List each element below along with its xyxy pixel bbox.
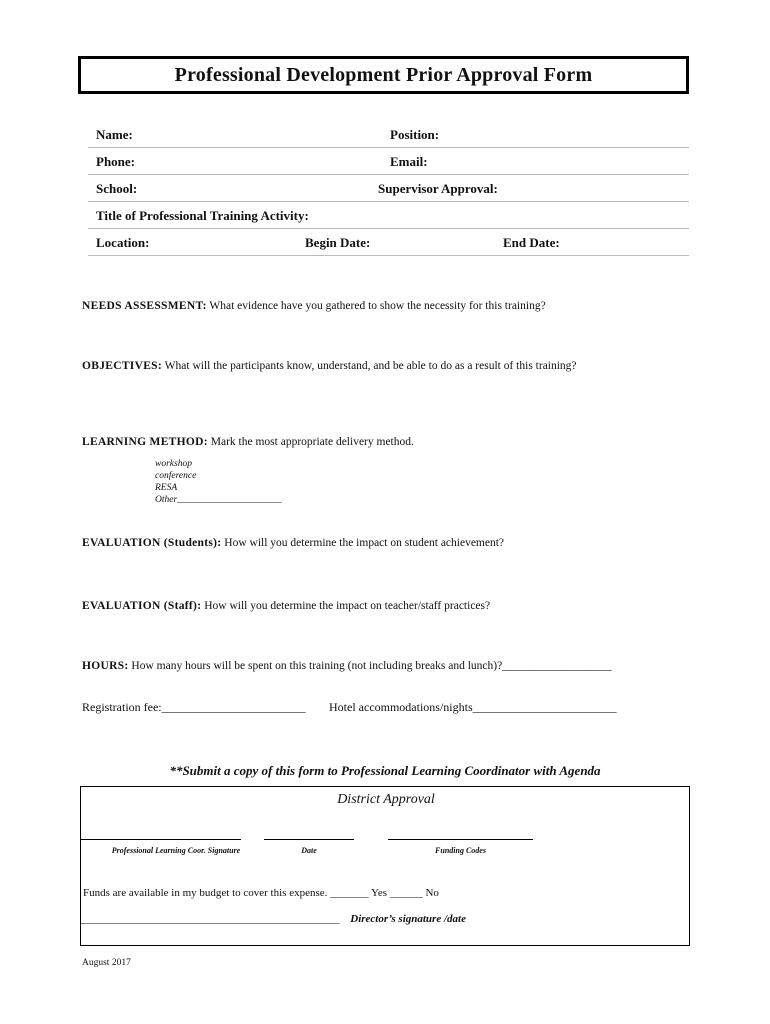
needs-assessment: [82, 300, 546, 312]
learning-method-text: Mark the most appropriate delivery method.: [210, 436, 414, 448]
evaluation-students-text: How will you determine the impact on student achievement?: [224, 537, 505, 549]
submit-note: **Submit a copy of this form to Professional Learning Coordinator with Agenda: [169, 763, 601, 778]
activity-title-field[interactable]: Title of Professional Training Activity:: [96, 208, 309, 223]
funding-codes-line[interactable]: [388, 839, 533, 840]
info-row-location: [88, 229, 689, 256]
signature-label: Professional Learning Coor. Signature: [111, 846, 241, 855]
objectives-label: OBJECTIVES:: [82, 360, 162, 372]
method-option-conference[interactable]: conference: [155, 471, 197, 481]
director-signature-label: Director’s signature /date: [350, 913, 466, 925]
email-field[interactable]: Email:: [390, 154, 428, 169]
evaluation-students-label: EVALUATION (Students):: [82, 537, 222, 549]
funds-available-text[interactable]: Funds are available in my budget to cover this expense. _______ Yes ______ No: [83, 887, 439, 899]
hours-text[interactable]: How many hours will be spent on this training (not including breaks and lunch)?___________________: [131, 660, 612, 672]
learning-method: [82, 436, 414, 448]
district-approval-title: District Approval: [337, 792, 435, 807]
objectives-text: What will the participants know, understand, and be able to do as a result of this training?: [164, 360, 577, 372]
needs-assessment-text: What evidence have you gathered to show the necessity for this training?: [209, 300, 546, 312]
director-signature-line[interactable]: _______________________________________________: [81, 913, 340, 925]
evaluation-staff-label: EVALUATION (Staff):: [82, 600, 202, 612]
evaluation-staff-text: How will you determine the impact on teacher/staff practices?: [204, 600, 491, 612]
school-field[interactable]: School:: [96, 181, 138, 196]
method-option-workshop[interactable]: workshop: [155, 459, 192, 469]
evaluation-students: [82, 537, 504, 549]
info-row-name: [88, 121, 689, 148]
funding-codes-label: Funding Codes: [435, 846, 486, 855]
info-table: [88, 121, 689, 256]
form-title: Professional Development Prior Approval Form: [174, 63, 593, 86]
begin-date-field[interactable]: Begin Date:: [305, 235, 371, 250]
hours: [82, 660, 611, 672]
hotel-nights-field[interactable]: Hotel accommodations/nights________________________: [329, 700, 617, 714]
info-row-phone: [88, 148, 689, 175]
date-label: Date: [301, 846, 317, 855]
supervisor-approval-field[interactable]: Supervisor Approval:: [378, 181, 498, 196]
registration-fee-field[interactable]: Registration fee:________________________: [82, 700, 306, 714]
end-date-field[interactable]: End Date:: [503, 235, 560, 250]
method-option-resa[interactable]: RESA: [155, 483, 178, 493]
hours-label: HOURS:: [82, 660, 129, 672]
phone-field[interactable]: Phone:: [96, 154, 135, 169]
info-row-activity: [88, 202, 689, 229]
director-signature-row: [81, 913, 466, 925]
form-title-box: [78, 56, 689, 94]
evaluation-staff: [82, 600, 490, 612]
objectives: [82, 360, 577, 372]
info-row-school: [88, 175, 689, 202]
needs-assessment-label: NEEDS ASSESSMENT:: [82, 300, 207, 312]
method-option-other[interactable]: Other______________________: [155, 495, 282, 505]
position-field[interactable]: Position:: [390, 127, 440, 142]
footer-date: August 2017: [82, 958, 131, 968]
date-line[interactable]: [264, 839, 354, 840]
district-approval-box: [80, 786, 690, 946]
name-field[interactable]: Name:: [96, 127, 133, 142]
signature-line[interactable]: [81, 839, 241, 840]
learning-method-label: LEARNING METHOD:: [82, 436, 208, 448]
location-field[interactable]: Location:: [96, 235, 150, 250]
